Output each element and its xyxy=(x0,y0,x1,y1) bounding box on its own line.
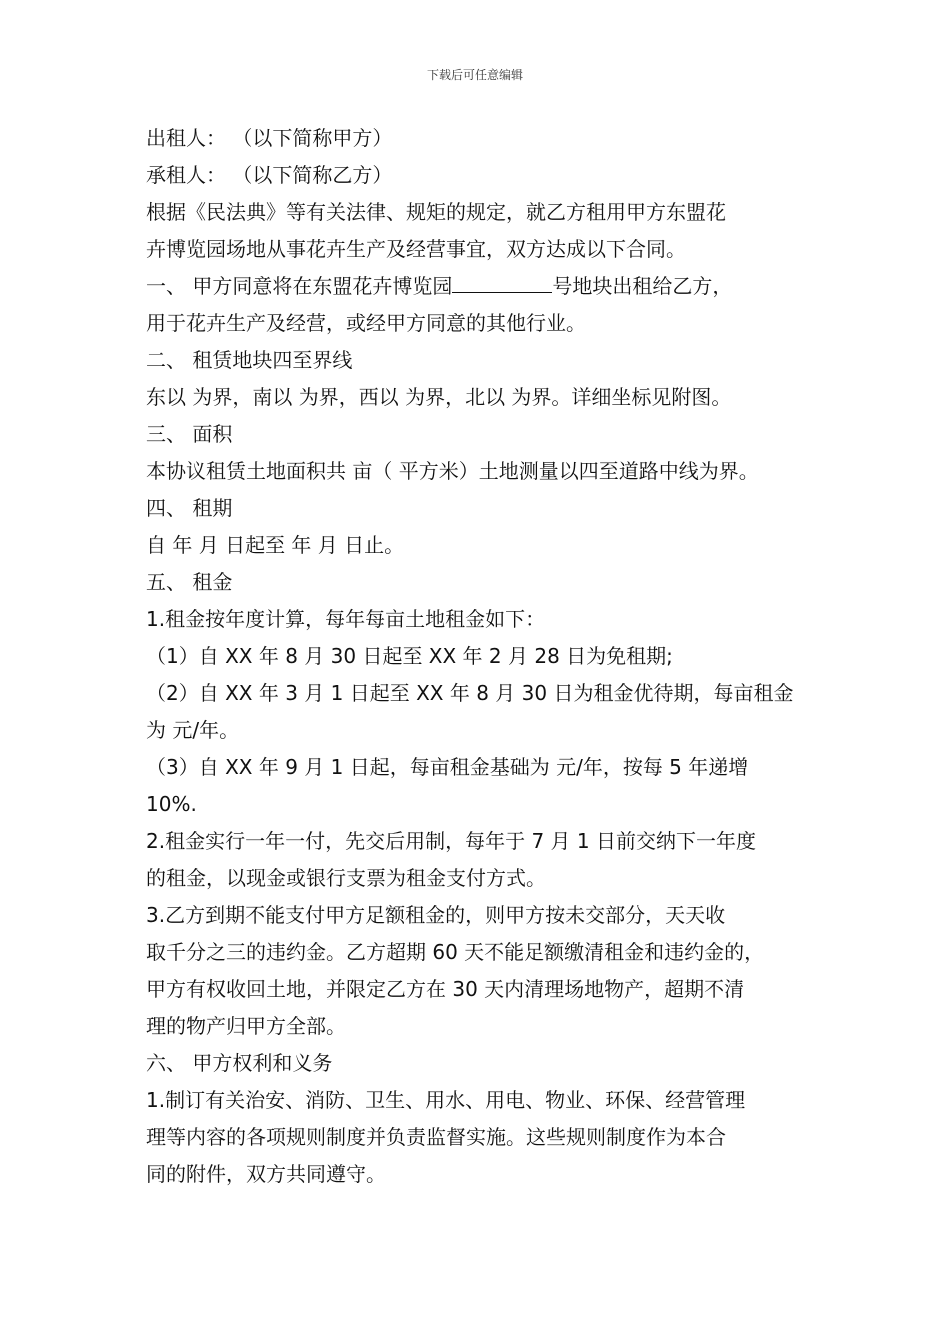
text-line: 2.租金实行一年一付，先交后用制，每年于 7 月 1 日前交纳下一年度 xyxy=(146,829,756,853)
section-heading: 三、 面积 xyxy=(146,422,233,446)
text-line: 根据《民法典》等有关法律、规矩的规定，就乙方租用甲方东盟花 xyxy=(146,200,726,224)
text-line: （1）自 XX 年 8 月 30 日起至 XX 年 2 月 28 日为免租期; xyxy=(146,644,673,668)
text-line: 用于花卉生产及经营，或经甲方同意的其他行业。 xyxy=(146,311,586,335)
section-heading: 六、 甲方权利和义务 xyxy=(146,1051,333,1075)
text-line: 理的物产归甲方全部。 xyxy=(146,1014,346,1038)
text-line: 10%. xyxy=(146,792,197,816)
text-line: 承租人： （以下简称乙方） xyxy=(146,163,393,187)
fill-in-blank xyxy=(452,268,552,293)
section-heading: 四、 租期 xyxy=(146,496,233,520)
text-line: 取千分之三的违约金。乙方超期 60 天不能足额缴清租金和违约金的， xyxy=(146,940,765,964)
text-line: 3.乙方到期不能支付甲方足额租金的，则甲方按未交部分，天天收 xyxy=(146,903,726,927)
section-heading: 五、 租金 xyxy=(146,570,233,594)
text-line: 同的附件，双方共同遵守。 xyxy=(146,1162,386,1186)
text-line: 自 年 月 日起至 年 月 日止。 xyxy=(146,533,405,557)
text-line: 卉博览园场地从事花卉生产及经营事宜，双方达成以下合同。 xyxy=(146,237,686,261)
text-line: 理等内容的各项规则制度并负责监督实施。这些规则制度作为本合 xyxy=(146,1125,726,1149)
text-line: 甲方有权收回土地，并限定乙方在 30 天内清理场地物产，超期不清 xyxy=(146,977,745,1001)
text-line: 为 元/年。 xyxy=(146,718,240,742)
text-line: （2）自 XX 年 3 月 1 日起至 XX 年 8 月 30 日为租金优待期，每亩租金 xyxy=(146,681,794,705)
text-line: 本协议租赁土地面积共 亩（ 平方米）土地测量以四至道路中线为界。 xyxy=(146,459,759,483)
text-segment: 号地块出租给乙方， xyxy=(552,274,733,298)
text-segment: 一、 甲方同意将在东盟花卉博览园 xyxy=(146,274,453,298)
text-line: （3）自 XX 年 9 月 1 日起，每亩租金基础为 元/年，按每 5 年递增 xyxy=(146,755,749,779)
text-line-with-blank xyxy=(146,268,826,305)
text-line: 1.制订有关治安、消防、卫生、用水、用电、物业、环保、经营管理 xyxy=(146,1088,746,1112)
contract-body xyxy=(146,120,826,1193)
page-header: 下载后可任意编辑 xyxy=(426,68,523,82)
text-line: 1.租金按年度计算，每年每亩土地租金如下： xyxy=(146,607,546,631)
text-line: 东以 为界，南以 为界，西以 为界，北以 为界。详细坐标见附图。 xyxy=(146,385,732,409)
section-heading: 二、 租赁地块四至界线 xyxy=(146,348,353,372)
text-line: 出租人： （以下简称甲方） xyxy=(146,126,393,150)
text-line: 的租金，以现金或银行支票为租金支付方式。 xyxy=(146,866,546,890)
